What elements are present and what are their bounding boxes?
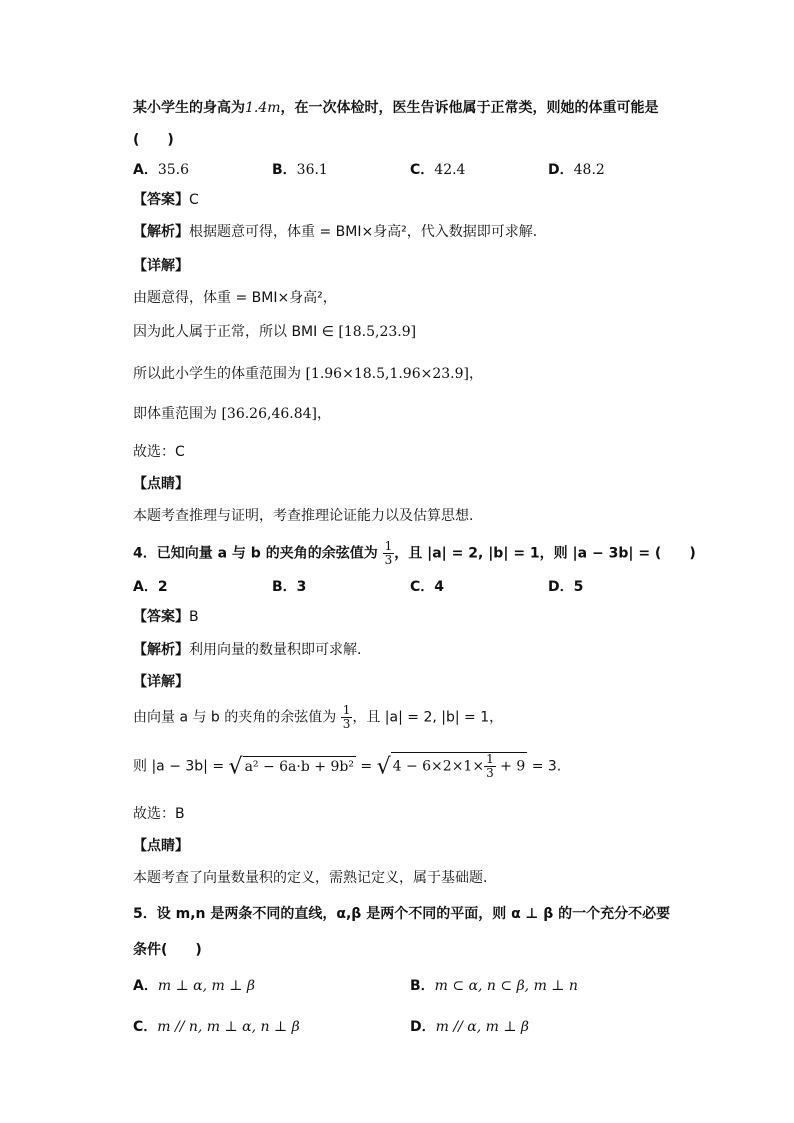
answer-value: C bbox=[189, 192, 199, 208]
q4-stem-text: 4．已知向量 a 与 b 的夹角的余弦值为 bbox=[133, 545, 383, 562]
q3-detail-line1: 由题意得，体重 = BMI×身高²， bbox=[133, 290, 337, 306]
sqrt-sign: √ bbox=[228, 754, 243, 780]
q4-fraction bbox=[383, 540, 395, 567]
option-key: B． bbox=[410, 978, 435, 994]
fraction-numerator: 1 bbox=[384, 539, 393, 553]
q5-stem-line2: 条件( ) bbox=[133, 942, 202, 958]
equals: = bbox=[355, 758, 377, 775]
option-key: D． bbox=[548, 162, 574, 178]
q3-choose: 故选：C bbox=[133, 444, 185, 460]
answer-label: 【答案】 bbox=[133, 192, 189, 208]
q3-detail-line4 bbox=[133, 404, 331, 424]
radicand-part: 4 − 6×2×1× bbox=[392, 758, 485, 775]
q3-option-b bbox=[272, 160, 328, 180]
option-value: 48.2 bbox=[573, 162, 605, 178]
q4-comment-label: 【点睛】 bbox=[133, 838, 189, 854]
fraction-denominator: 3 bbox=[486, 766, 494, 780]
option-value: m ⊥ α, m ⊥ β bbox=[157, 978, 255, 994]
detail-interval: [36.26,46.84] bbox=[221, 406, 317, 422]
q3-paren: ( ) bbox=[133, 132, 174, 148]
analysis-text: 根据题意可得，体重 = BMI×身高²，代入数据即可求解. bbox=[189, 224, 538, 240]
radicand-part: + 9 bbox=[495, 758, 526, 775]
q4-option-c bbox=[410, 577, 444, 597]
option-key: A． bbox=[133, 579, 158, 595]
detail-text2: ，且 |a| = 2, |b| = 1， bbox=[352, 709, 504, 726]
q3-stem-text: 某小学生的身高为 bbox=[133, 100, 245, 116]
option-value: m // α, m ⊥ β bbox=[435, 1019, 530, 1035]
q5-option-c bbox=[133, 1017, 300, 1037]
fraction-numerator: 1 bbox=[486, 752, 494, 766]
q3-comment: 本题考查推理与证明，考查推理论证能力以及估算思想. bbox=[133, 508, 474, 524]
q4-option-a bbox=[133, 577, 168, 597]
q3-stem-text2: ，在一次体检时，医生告诉他属于正常类，则她的体重可能是 bbox=[280, 100, 659, 116]
fraction-denominator: 3 bbox=[342, 717, 351, 731]
option-key: A． bbox=[133, 978, 158, 994]
analysis-label: 【解析】 bbox=[133, 642, 189, 658]
q4-answer bbox=[133, 607, 199, 627]
q4-detail-label: 【详解】 bbox=[133, 674, 189, 690]
detail-punct: ， bbox=[468, 366, 483, 382]
q4-comment: 本题考查了向量数量积的定义，需熟记定义，属于基础题. bbox=[133, 870, 488, 886]
analysis-label: 【解析】 bbox=[133, 224, 189, 240]
q3-option-a bbox=[133, 160, 189, 180]
detail-fraction bbox=[341, 704, 353, 731]
option-key: A． bbox=[133, 162, 158, 178]
option-key: D． bbox=[410, 1019, 436, 1035]
option-value: 5 bbox=[573, 579, 584, 595]
q4-option-d bbox=[548, 577, 583, 597]
detail-text: 即体重范围为 bbox=[133, 406, 222, 422]
radicand-2 bbox=[391, 752, 528, 780]
result: = 3. bbox=[527, 758, 562, 775]
q3-height: 1.4m bbox=[245, 100, 281, 116]
q4-detail-line2 bbox=[133, 752, 561, 780]
q3-analysis bbox=[133, 222, 537, 242]
q3-stem bbox=[133, 98, 659, 118]
q4-analysis bbox=[133, 640, 361, 660]
option-value: 3 bbox=[296, 579, 307, 595]
q4-choose: 故选：B bbox=[133, 806, 185, 822]
q4-stem bbox=[133, 540, 696, 567]
option-key: C． bbox=[133, 1019, 158, 1035]
detail-punct: ， bbox=[317, 406, 331, 422]
q4-detail-line1 bbox=[133, 704, 503, 731]
option-value: 35.6 bbox=[157, 162, 190, 178]
radicand-1: a² − 6a·b + 9b² bbox=[243, 756, 356, 777]
option-value: m // n, m ⊥ α, n ⊥ β bbox=[157, 1019, 300, 1035]
analysis-text: 利用向量的数量积即可求解. bbox=[189, 642, 362, 658]
option-value: 42.4 bbox=[434, 162, 466, 178]
detail-interval: [1.96×18.5,1.96×23.9] bbox=[305, 366, 469, 382]
q3-option-d bbox=[548, 160, 605, 180]
q5-stem-line1: 5．设 m,n 是两条不同的直线，α,β 是两个不同的平面，则 α ⊥ β 的一个充分不必要 bbox=[133, 906, 671, 922]
option-value: m ⊂ α, n ⊂ β, m ⊥ n bbox=[434, 978, 578, 994]
q4-option-b bbox=[272, 577, 306, 597]
option-key: C． bbox=[410, 162, 435, 178]
option-value: 36.1 bbox=[296, 162, 328, 178]
detail-text: 由向量 a 与 b 的夹角的余弦值为 bbox=[133, 709, 341, 726]
option-key: B． bbox=[272, 579, 297, 595]
q5-option-a bbox=[133, 976, 255, 996]
answer-label: 【答案】 bbox=[133, 609, 189, 625]
q3-detail-line3 bbox=[133, 364, 483, 384]
fraction-numerator: 1 bbox=[342, 703, 351, 717]
option-value: 2 bbox=[157, 579, 168, 595]
option-value: 4 bbox=[434, 579, 445, 595]
option-key: D． bbox=[548, 579, 574, 595]
sqrt-sign: √ bbox=[376, 754, 391, 780]
radicand-fraction bbox=[484, 753, 496, 780]
detail-text: 因为此人属于正常，所以 BMI ∈ bbox=[133, 324, 339, 340]
q3-detail-label: 【详解】 bbox=[133, 258, 189, 274]
q5-option-b bbox=[410, 976, 578, 996]
q3-answer bbox=[133, 190, 199, 210]
fraction-denominator: 3 bbox=[384, 553, 393, 567]
option-key: B． bbox=[272, 162, 297, 178]
q4-stem-text2: ，且 |a| = 2, |b| = 1，则 |a − 3b| = ( ) bbox=[394, 545, 696, 562]
answer-value: B bbox=[189, 609, 199, 625]
option-key: C． bbox=[410, 579, 435, 595]
q3-option-c bbox=[410, 160, 465, 180]
detail-text: 则 |a − 3b| = bbox=[133, 758, 229, 775]
q3-detail-line2 bbox=[133, 322, 416, 342]
q5-option-d bbox=[410, 1017, 529, 1037]
q3-comment-label: 【点睛】 bbox=[133, 476, 189, 492]
detail-text: 所以此小学生的体重范围为 bbox=[133, 366, 306, 382]
detail-interval: [18.5,23.9] bbox=[338, 324, 417, 340]
